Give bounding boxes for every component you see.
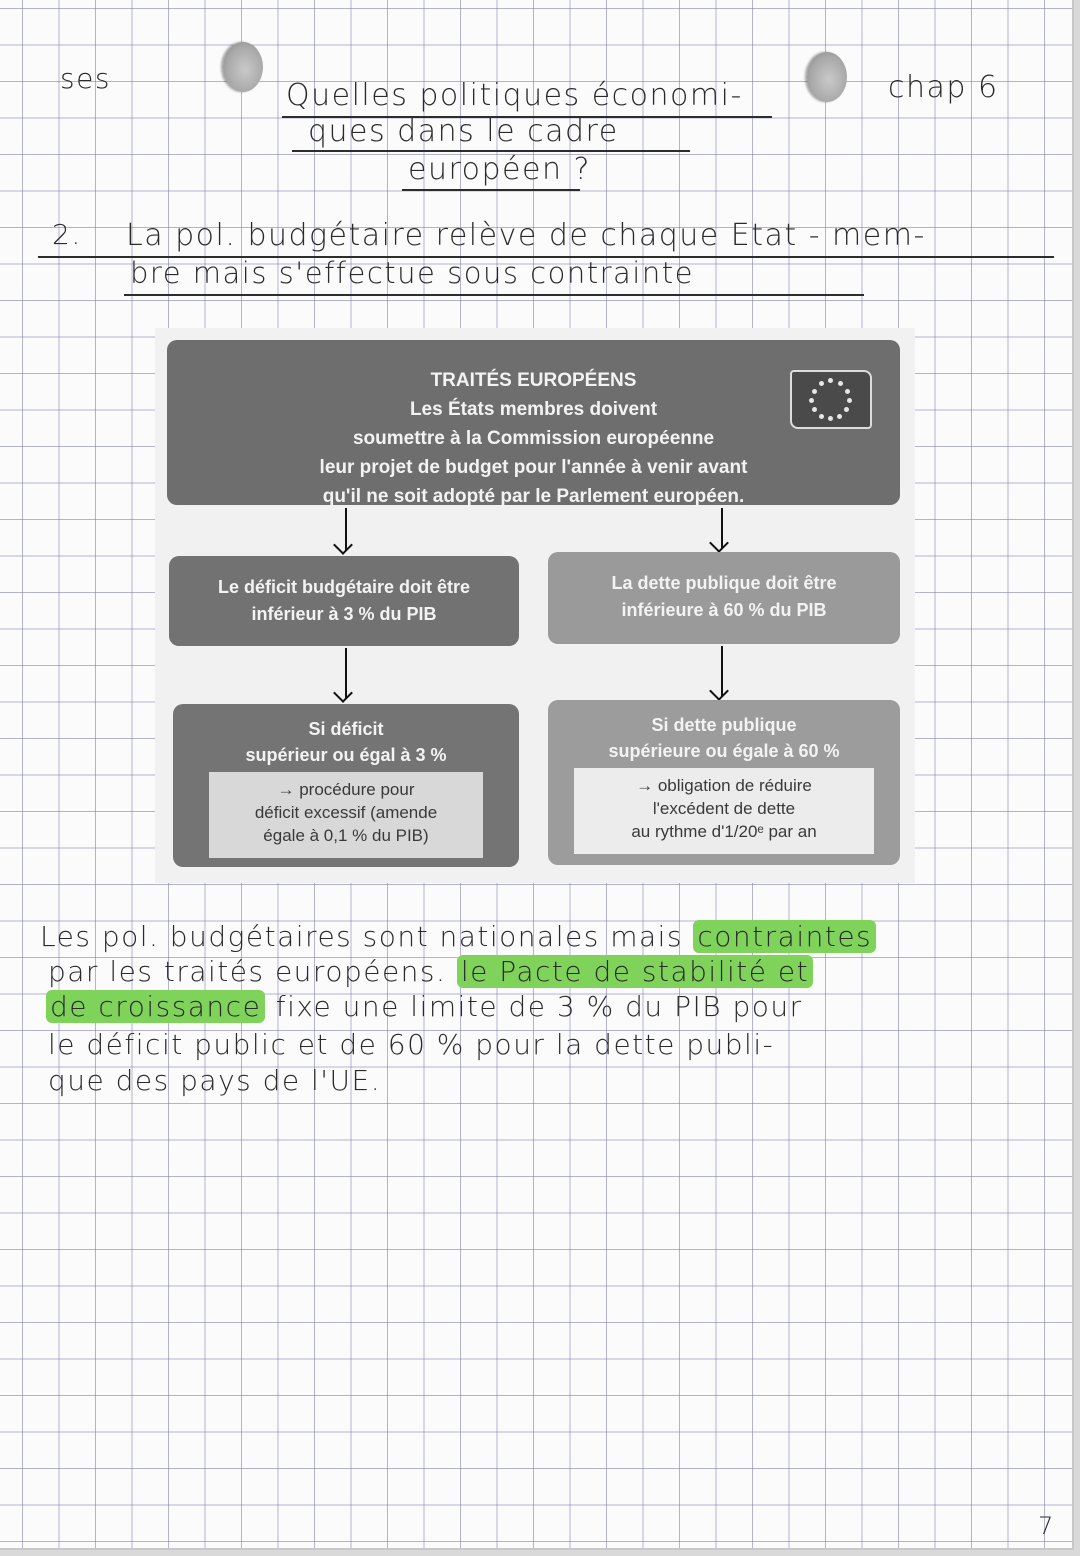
notes-line-3: [46, 990, 803, 1023]
highlighted-text: contraintes: [693, 920, 876, 953]
deficit-rule-line-2: inférieur à 3 % du PIB: [251, 604, 437, 624]
debt-condition-line-2: supérieure ou égale à 60 %: [608, 741, 840, 761]
section-heading-line-1: La pol. budgétaire relève de chaque Etat - mem-: [126, 218, 926, 253]
deficit-consequence-line-1: → procédure pour: [277, 780, 415, 799]
deficit-consequence-line-3: égale à 0,1 % du PIB): [263, 826, 429, 845]
treaties-line-4: qu'il ne soit adopté par le Parlement européen.: [322, 486, 745, 507]
deficit-consequence: [209, 772, 483, 858]
section-heading-line-2: bre mais s'effectue sous contrainte: [130, 256, 694, 290]
highlighted-text: le Pacte de stabilité et: [457, 955, 813, 988]
subject-label: ses: [60, 62, 111, 95]
arrow-down-icon: [345, 508, 347, 550]
deficit-consequence-line-2: déficit excessif (amende: [254, 803, 438, 822]
title-underline-3: [402, 189, 580, 191]
page-title-line-2: ques dans le cadre: [308, 114, 619, 149]
debt-consequence-line-3: au rythme d'1/20ᵉ par an: [631, 822, 817, 841]
deficit-condition-line-2: supérieur ou égal à 3 %: [245, 745, 447, 765]
treaties-line-2: soumettre à la Commission européenne: [352, 428, 715, 449]
deficit-sanction-box: [173, 704, 519, 867]
debt-rule-box: [548, 552, 900, 644]
treaties-line-1: Les États membres doivent: [409, 399, 658, 420]
notes-line-4: le déficit public et de 60 % pour la dette publi-: [48, 1028, 775, 1061]
debt-condition-line-1: Si dette publique: [651, 715, 797, 735]
debt-sanction-box: [548, 700, 900, 865]
notes-line-5: que des pays de l'UE.: [48, 1064, 382, 1097]
section-underline-2: [124, 294, 864, 296]
debt-consequence-line-1: → obligation de réduire: [636, 776, 812, 795]
treaties-line-3: leur projet de budget pour l'année à venir avant: [319, 457, 748, 478]
notes-text: fixe une limite de 3 % du PIB pour: [265, 990, 803, 1023]
eu-budget-rules-diagram: [155, 328, 915, 883]
debt-rule-line-2: inférieure à 60 % du PIB: [621, 600, 827, 620]
notes-line-2: [48, 955, 813, 988]
notes-text: par les traités européens.: [48, 955, 457, 988]
debt-consequence: [574, 768, 874, 854]
treaties-box: [167, 340, 900, 505]
notes-line-1: [40, 920, 876, 953]
eu-flag-icon: [790, 370, 872, 429]
notes-text: Les pol. budgétaires sont nationales mais: [40, 920, 694, 953]
chapter-label: chap 6: [888, 70, 999, 105]
arrow-down-icon: [345, 648, 347, 698]
debt-consequence-line-2: l'excédent de dette: [652, 799, 796, 818]
arrow-down-icon: [721, 646, 723, 696]
page-title-line-3: européen ?: [408, 152, 591, 187]
page-title-line-1: Quelles politiques économi-: [286, 78, 743, 113]
deficit-rule-line-1: Le déficit budgétaire doit être: [217, 577, 471, 597]
treaties-title: TRAITÉS EUROPÉENS: [430, 370, 637, 391]
highlighted-text: de croissance: [46, 990, 265, 1023]
deficit-condition-line-1: Si déficit: [308, 719, 384, 739]
debt-rule-line-1: La dette publique doit être: [611, 573, 837, 593]
arrow-down-icon: [721, 508, 723, 548]
punch-hole-left: [223, 42, 263, 92]
section-number: 2.: [52, 218, 82, 251]
punch-hole-right: [807, 52, 847, 102]
deficit-rule-box: [169, 556, 519, 646]
page-number: 7: [1038, 1512, 1055, 1540]
